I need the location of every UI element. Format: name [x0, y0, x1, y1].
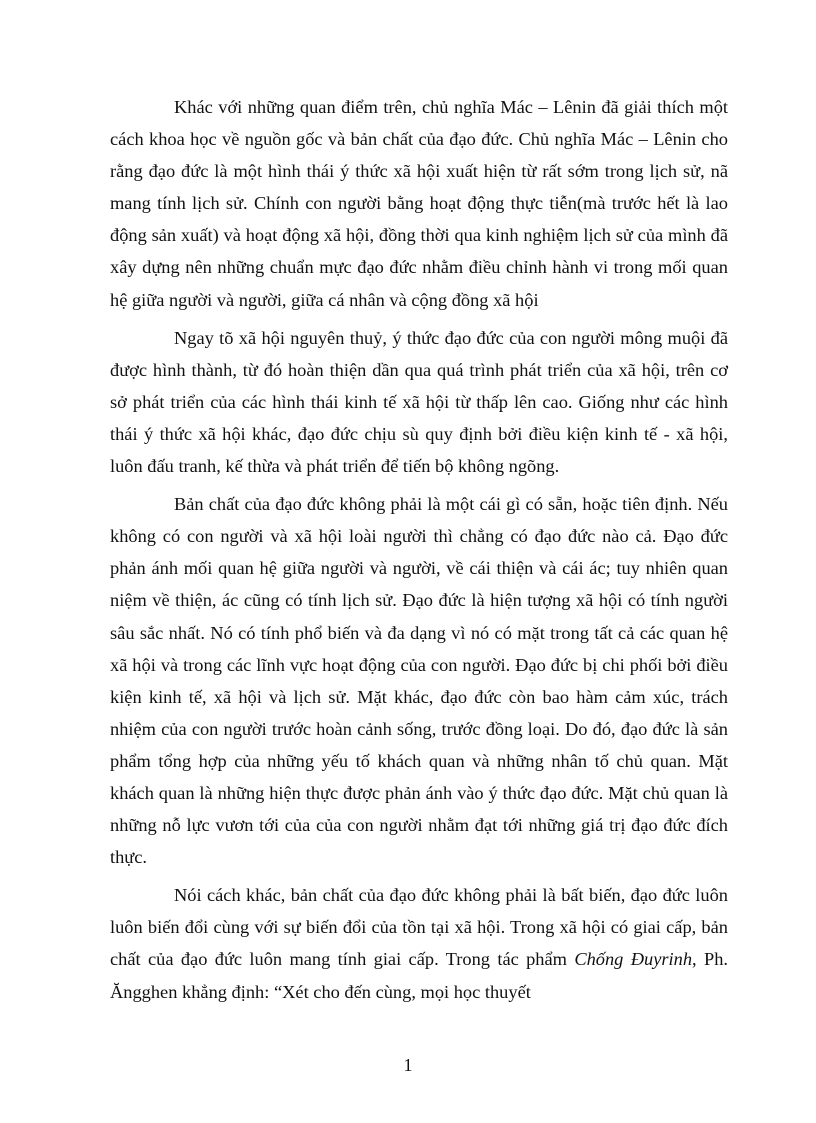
paragraph-nature-of-ethics: Bản chất của đạo đức không phải là một cái gì có sẵn, hoặc tiên định. Nếu không có con người và xã hội loài người thì chẳng có đạo đức nào cả. Đạo đức phản ánh mối quan hệ giữa người và người, về cái thiện và cái ác; tuy nhiên quan niệm về thiện, ác cũng có tính lịch sử. Đạo đức là hiện tượng xã hội có tính người sâu sắc nhất. Nó có tính phổ biến và đa dạng vì nó có mặt trong tất cả các quan hệ xã hội và trong các lĩnh vực hoạt động của con người. Đạo đức bị chi phối bởi điều kiện kinh tế, xã hội và lịch sử. Mặt khác, đạo đức còn bao hàm cảm xúc, trách nhiệm của con người trước hoàn cảnh sống, trước đồng loại. Do đó, đạo đức là sản phẩm tổng hợp của những yếu tố khách quan và những nhân tố chủ quan. Mặt khách quan là những hiện thực được phản ánh vào ý thức đạo đức. Mặt chủ quan là những nỗ lực vươn tới của của con người nhằm đạt tới những giá trị đạo đức đích thực.	[110, 494, 728, 868]
paragraph-marxist-view: Khác với những quan điểm trên, chủ nghĩa Mác – Lênin đã giải thích một cách khoa học về nguồn gốc và bản chất của đạo đức. Chủ nghĩa Mác – Lênin cho rằng đạo đức là một hình thái ý thức xã hội xuất hiện từ rất sớm trong lịch sử, nã mang tính lịch sử. Chính con người bằng hoạt động thực tiễn(mà trước hết là lao động sản xuất) và hoạt động xã hội, đồng thời qua kinh nghiệm lịch sử của mình đã xây dựng nên những chuẩn mực đạo đức nhằm điều chỉnh hành vi trong mối quan hệ giữa người và người, giữa cá nhân và cộng đồng xã hội	[110, 97, 728, 310]
paragraph-primitive-society: Ngay tõ xã hội nguyên thuỷ, ý thức đạo đức của con người mông muội đã được hình thành, từ đó hoàn thiện dần qua quá trình phát triển của xã hội, trên cơ sở phát triển của các hình thái kinh tế xã hội từ thấp lên cao. Giống như các hình thái ý thức xã hội khác, đạo đức chịu sù quy định bởi điều kiện kinh tế - xã hội, luôn đấu tranh, kế thừa và phát triển để tiến bộ không ngõng.	[110, 327, 728, 477]
work-title-italic: Chống Đuyrinh	[574, 949, 693, 970]
body-text	[110, 91, 728, 1008]
page-number: 1	[403, 1055, 413, 1075]
paragraph-class-nature	[110, 879, 728, 1007]
paragraph-class-nature-text-after: , Ph. Ăngghen khẳng định: “Xét cho đến cùng, mọi học thuyết	[110, 949, 728, 1002]
paragraph-class-nature-text-before: Nói cách khác, bản chất của đạo đức không phải là bất biến, đạo đức luôn luôn biến đổi cùng với sự biến đổi của tồn tại xã hội. Trong xã hội có giai cấp, bản chất của đạo đức luôn mang tính giai cấp. Trong tác phẩm	[110, 885, 728, 970]
